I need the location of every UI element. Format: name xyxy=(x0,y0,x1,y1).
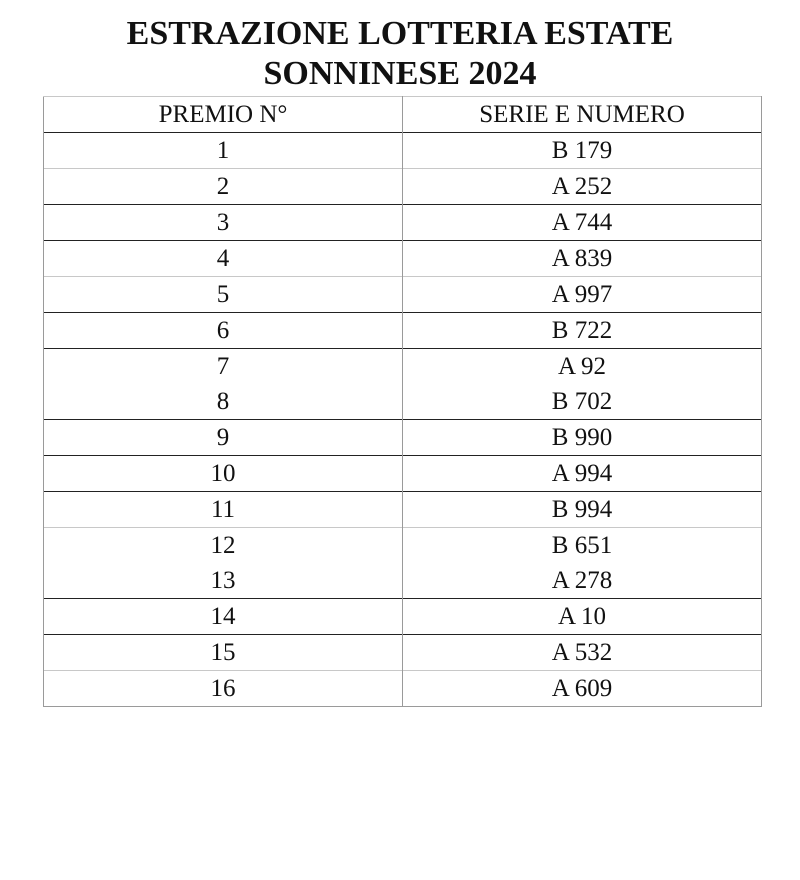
table-row xyxy=(44,349,762,385)
table-row xyxy=(44,384,762,420)
table-row xyxy=(44,420,762,456)
premio-cell: 8 xyxy=(44,384,403,420)
premio-cell: 2 xyxy=(44,169,403,205)
table-row xyxy=(44,671,762,707)
table-row xyxy=(44,277,762,313)
numero-cell: B 990 xyxy=(403,420,762,456)
numero-cell: A 839 xyxy=(403,241,762,277)
numero-cell: A 252 xyxy=(403,169,762,205)
premio-cell: 9 xyxy=(44,420,403,456)
premio-cell: 11 xyxy=(44,492,403,528)
premio-cell: 3 xyxy=(44,205,403,241)
premio-cell: 1 xyxy=(44,133,403,169)
premio-cell: 13 xyxy=(44,563,403,599)
header-premio: PREMIO N° xyxy=(44,97,403,133)
table-row xyxy=(44,456,762,492)
numero-cell: A 532 xyxy=(403,635,762,671)
table-row xyxy=(44,205,762,241)
premio-cell: 16 xyxy=(44,671,403,707)
numero-cell: B 179 xyxy=(403,133,762,169)
numero-cell: A 92 xyxy=(403,349,762,385)
table-row xyxy=(44,635,762,671)
premio-cell: 4 xyxy=(44,241,403,277)
numero-cell: A 278 xyxy=(403,563,762,599)
table-header-row xyxy=(44,97,762,133)
premio-cell: 14 xyxy=(44,599,403,635)
numero-cell: A 744 xyxy=(403,205,762,241)
numero-cell: B 722 xyxy=(403,313,762,349)
premio-cell: 6 xyxy=(44,313,403,349)
table-row xyxy=(44,492,762,528)
table-row xyxy=(44,563,762,599)
title-line-1: ESTRAZIONE LOTTERIA ESTATE xyxy=(126,15,674,52)
header-serie-numero: SERIE E NUMERO xyxy=(403,97,762,133)
premio-cell: 10 xyxy=(44,456,403,492)
table-row xyxy=(44,528,762,564)
table-row xyxy=(44,313,762,349)
document-title xyxy=(0,14,800,94)
table-row xyxy=(44,169,762,205)
numero-cell: B 651 xyxy=(403,528,762,564)
numero-cell: B 994 xyxy=(403,492,762,528)
numero-cell: B 702 xyxy=(403,384,762,420)
numero-cell: A 994 xyxy=(403,456,762,492)
numero-cell: A 10 xyxy=(403,599,762,635)
title-line-2: SONNINESE 2024 xyxy=(263,55,537,92)
table-row xyxy=(44,133,762,169)
premio-cell: 7 xyxy=(44,349,403,385)
numero-cell: A 997 xyxy=(403,277,762,313)
premio-cell: 5 xyxy=(44,277,403,313)
numero-cell: A 609 xyxy=(403,671,762,707)
premio-cell: 12 xyxy=(44,528,403,564)
premio-cell: 15 xyxy=(44,635,403,671)
results-table xyxy=(43,96,762,707)
table-row xyxy=(44,241,762,277)
table-row xyxy=(44,599,762,635)
